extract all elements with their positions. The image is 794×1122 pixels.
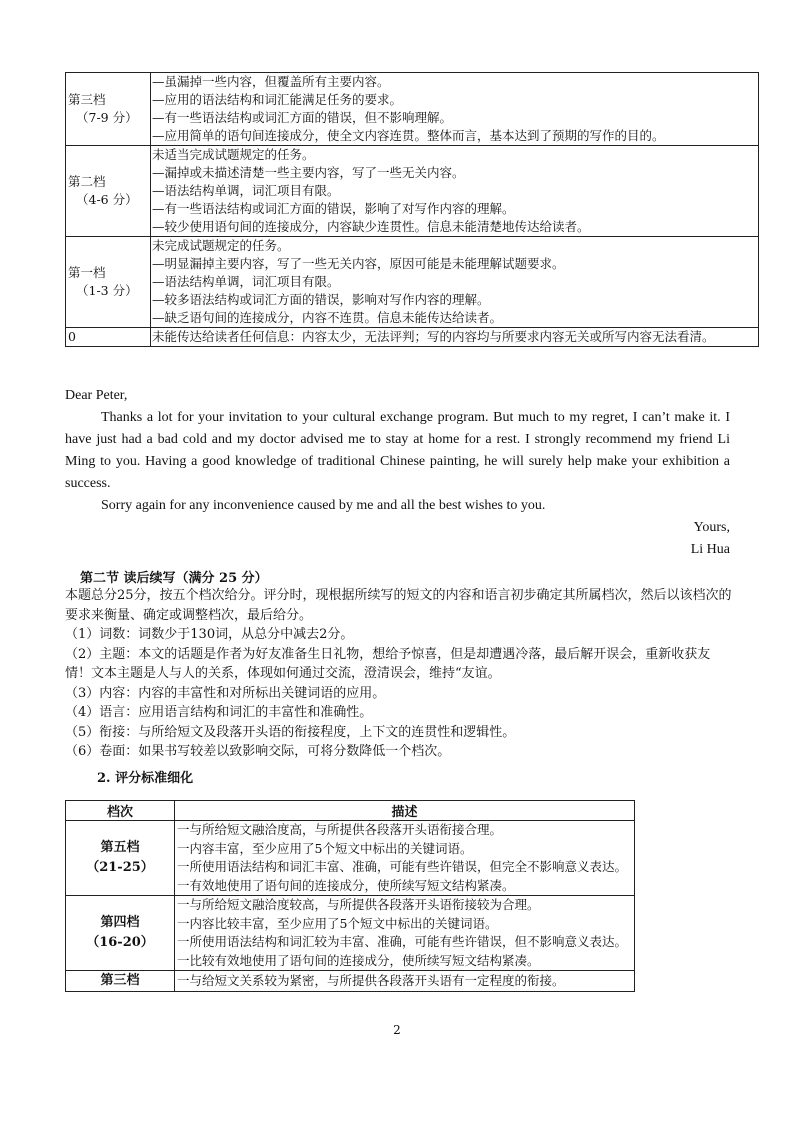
criteria-item: （2）主题：本文的话题是作者为好友准备生日礼物，想给予惊喜，但是却遭遇冷落，最后解开误会，重新收获友情！文本主题是人与人的关系，体现如何通过交流，澄清误会，维持“友谊。 xyxy=(65,646,711,681)
description-line: —应用简单的语句间连接成分，使全文内容连贯。整体而言，基本达到了预期的写作的目的。 xyxy=(152,128,665,143)
description-line: 一内容比较丰富，至少应用了5个短文中标出的关键词语。 xyxy=(177,915,498,931)
description-line: 一所使用语法结构和词汇丰富、准确，可能有些许错误，但完全不影响意义表达。 xyxy=(177,859,628,874)
table-header-row xyxy=(66,801,635,821)
criteria-item: （5）衔接：与所给短文及段落开头语的衔接程度，上下文的连贯性和逻辑性。 xyxy=(65,724,516,740)
description-line: —较多语法结构或词汇方面的错误，影响对写作内容的理解。 xyxy=(152,292,490,307)
description-cell xyxy=(175,821,635,896)
description-line: —明显漏掉主要内容，写了一些无关内容，原因可能是未能理解试题要求。 xyxy=(152,256,565,271)
table-row xyxy=(66,237,759,328)
description-line: —较少使用语句间的连接成分，内容缺少连贯性。信息未能清楚地传达给读者。 xyxy=(152,219,590,234)
criteria-item: （6）卷面：如果书写较差以致影响交际，可将分数降低一个档次。 xyxy=(65,744,451,759)
header-level: 档次 xyxy=(66,801,175,821)
description-line: —有一些语法结构或词汇方面的错误，影响了对写作内容的理解。 xyxy=(152,201,515,216)
level-cell xyxy=(66,971,175,992)
letter-closing: Yours, xyxy=(693,520,730,535)
description-line: —虽漏掉一些内容，但覆盖所有主要内容。 xyxy=(152,74,390,89)
rubric-table-bottom xyxy=(65,800,635,992)
description-line: 一比较有效地使用了语句间的连接成分，使所续写短文结构紧凑。 xyxy=(177,952,540,968)
description-line: 一与所给短文融洽度较高，与所提供各段落开头语衔接较为合理。 xyxy=(177,897,540,912)
description-cell xyxy=(175,971,635,992)
description-line: 未适当完成试题规定的任务。 xyxy=(152,147,315,162)
level-name: 第三档 xyxy=(100,973,140,988)
description-line: 一有效地使用了语句间的连接成分，使所续写短文结构紧凑。 xyxy=(177,877,515,893)
description-line: 未能传达给读者任何信息：内容太少，无法评判；写的内容均与所要求内容无关或所写内容无法看清。 xyxy=(152,329,715,344)
table-row xyxy=(66,821,635,896)
criteria-item: （4）语言：应用语言结构和词汇的丰富性和准确性。 xyxy=(65,705,373,720)
level-range: （21-25） xyxy=(86,860,154,875)
letter-paragraph: Thanks a lot for your invitation to your cultural exchange program. But much to my regret, I can’t make it. I have just had a bad cold and my doctor advised me to stay at home for a rest. I strongly recommend my friend Li Ming to you. Having a good knowledge of traditional Chinese painting, he will surely help make your exhibition a success. xyxy=(65,410,730,491)
description-line: 一与所给短文融洽度高，与所提供各段落开头语衔接合理。 xyxy=(177,822,503,837)
description-line: 一内容丰富，至少应用了5个短文中标出的关键词语。 xyxy=(177,840,473,856)
description-cell xyxy=(151,73,759,146)
subsection-title: 2. 评分标准细化 xyxy=(97,771,194,786)
criteria-item: （3）内容：内容的丰富性和对所标出关键词语的应用。 xyxy=(65,685,386,701)
description-line: —语法结构单调，词汇项目有限。 xyxy=(152,274,340,289)
description-line: —语法结构单调，词汇项目有限。 xyxy=(152,183,340,198)
description-line: —漏掉或未描述清楚一些主要内容，写了一些无关内容。 xyxy=(152,165,465,180)
description-line: —应用的语法结构和词汇能满足任务的要求。 xyxy=(152,92,403,107)
section-body xyxy=(65,586,735,762)
level-cell xyxy=(66,73,151,146)
level-cell xyxy=(66,821,175,896)
page-number: 2 xyxy=(393,1023,401,1037)
description-line: —有一些语法结构或词汇方面的错误，但不影响理解。 xyxy=(152,110,453,125)
description-cell xyxy=(151,237,759,328)
header-description: 描述 xyxy=(175,801,635,821)
letter-paragraph: Sorry again for any inconvenience caused by me and all the best wishes to you. xyxy=(101,498,546,513)
level-cell xyxy=(66,328,151,347)
description-cell xyxy=(175,896,635,971)
level-name: 第一档 xyxy=(68,265,106,280)
level-name: 第二档 xyxy=(68,174,106,189)
level-name: 第三档 xyxy=(68,92,106,107)
letter-signature: Li Hua xyxy=(690,542,730,557)
description-line: 未完成试题规定的任务。 xyxy=(152,238,290,253)
level-range: （1-3 分） xyxy=(76,283,138,298)
table-row xyxy=(66,896,635,971)
section-title: 第二节 读后续写（满分 25 分） xyxy=(80,571,268,586)
description-line: —缺乏语句间的连接成分，内容不连贯。信息未能传达给读者。 xyxy=(152,310,503,325)
table-row xyxy=(66,73,759,146)
level-cell xyxy=(66,146,151,237)
level-cell xyxy=(66,896,175,971)
level-name: 0 xyxy=(68,329,76,344)
criteria-item: （1）词数：词数少于130词，从总分中减去2分。 xyxy=(65,627,354,642)
level-range: （16-20） xyxy=(86,935,154,950)
table-row xyxy=(66,328,759,347)
description-cell xyxy=(151,328,759,347)
description-line: 一与给短文关系较为紧密，与所提供各段落开头语有一定程度的衔接。 xyxy=(177,972,565,988)
table-row xyxy=(66,146,759,237)
letter xyxy=(65,385,730,561)
rubric-table-top xyxy=(65,72,759,347)
description-line: 一所使用语法结构和词汇较为丰富、准确，可能有些许错误，但不影响意义表达。 xyxy=(177,934,628,949)
level-name: 第五档 xyxy=(100,840,140,855)
level-cell xyxy=(66,237,151,328)
section-intro: 本题总分25分，按五个档次给分。评分时，现根据所续写的短文的内容和语言初步确定其所属档次，然后以该档次的要求来衡量、确定或调整档次，最后给分。 xyxy=(65,588,732,623)
description-cell xyxy=(151,146,759,237)
level-range: （4-6 分） xyxy=(76,192,138,207)
level-name: 第四档 xyxy=(100,915,140,930)
level-range: （7-9 分） xyxy=(76,110,138,125)
letter-greeting: Dear Peter, xyxy=(65,388,128,403)
table-row xyxy=(66,971,635,992)
